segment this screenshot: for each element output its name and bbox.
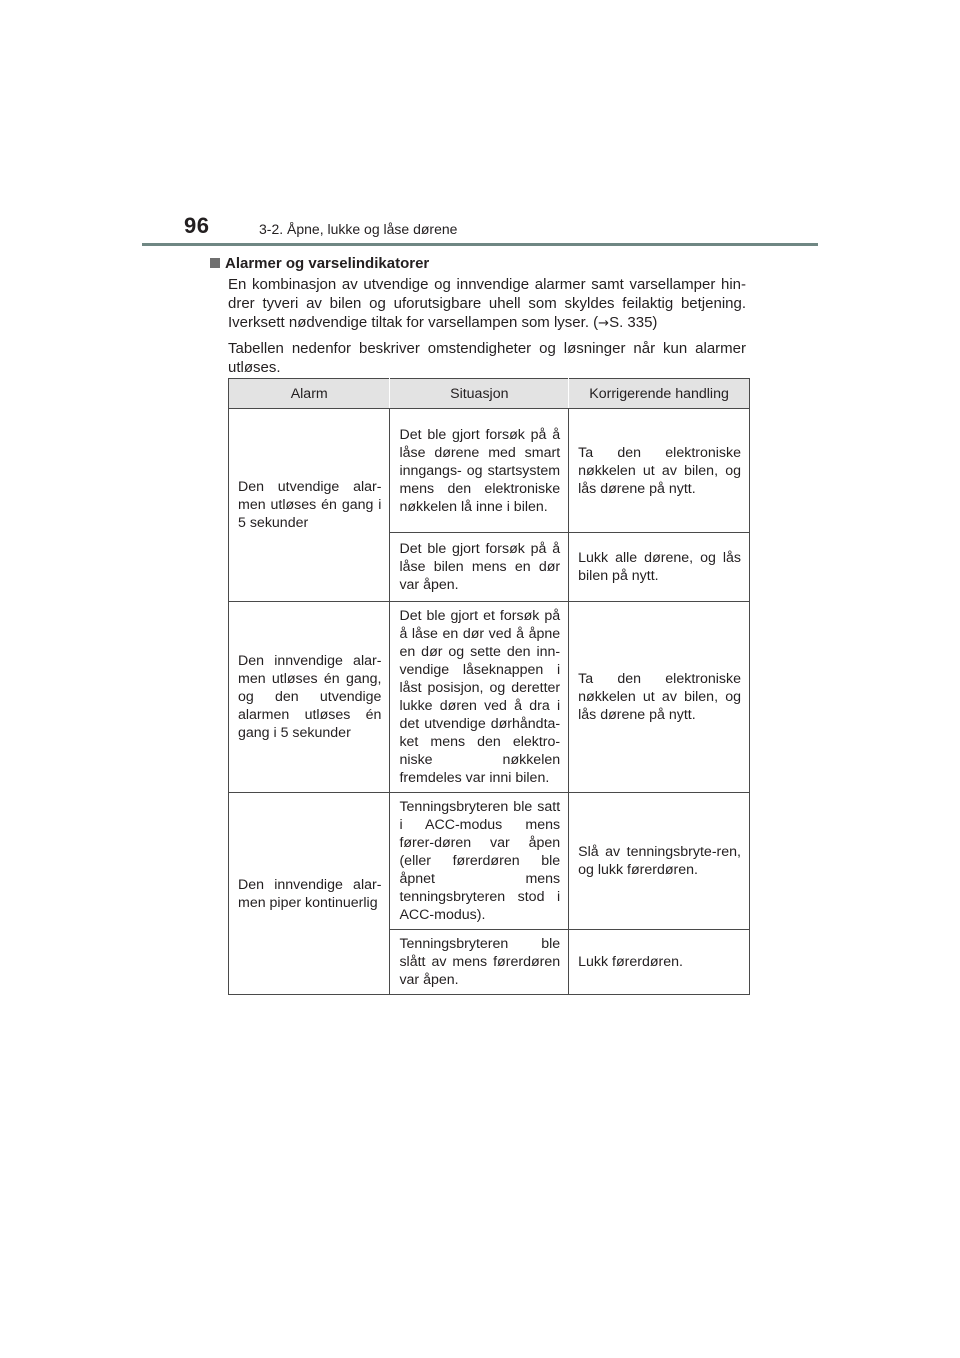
page-reference[interactable]: S. 335) [609, 314, 658, 331]
alarm-table [228, 378, 750, 995]
table-header-row [229, 379, 750, 409]
breadcrumb: 3-2. Åpne, lukke og låse dørene [259, 221, 458, 237]
section-heading [210, 254, 746, 273]
situation-cell: Det ble gjort et forsøk på å låse en dør ved å åpne en dør og sette den inn-vendige låseknappen i låst posisjon, og deretter lukke døren ved å dra i det utvendige dørhåndta-ket mens den elektro-niske nøkkelen fremdeles var inni bilen. [390, 602, 569, 793]
page-number: 96 [184, 213, 210, 238]
alarm-cell: Den innvendige alar-men utløses én gang, og den utvendige alarmen utløses én gang i 5 sekunder [229, 602, 390, 793]
table-row [229, 602, 750, 793]
situation-cell: Det ble gjort forsøk på å låse bilen mens en dør var åpen. [390, 533, 569, 602]
situation-cell: Tenningsbryteren ble satt i ACC-modus mens fører-døren var åpen (eller førerdøren ble åpnet mens tenningsbryteren stod i ACC-modus). [390, 793, 569, 930]
square-bullet-icon [210, 258, 220, 268]
table-description: Tabellen nedenfor beskriver omstendigheter og løsninger når kun alarmer utløses. [228, 340, 746, 376]
intro-paragraph [228, 275, 746, 333]
column-header-situation: Situasjon [390, 379, 569, 409]
arrow-icon: → [598, 316, 610, 331]
action-cell: Lukk førerdøren. [569, 930, 750, 995]
column-header-action: Korrigerende handling [569, 379, 750, 409]
action-cell: Ta den elektroniske nøkkelen ut av bilen, og lås dørene på nytt. [569, 409, 750, 533]
table-row [229, 793, 750, 930]
action-cell: Slå av tenningsbryte-ren, og lukk førerdøren. [569, 793, 750, 930]
alarm-section [210, 254, 746, 383]
situation-cell: Det ble gjort forsøk på å låse dørene med smart inngangs- og startsystem mens den elektroniske nøkkelen lå inne i bilen. [390, 409, 569, 533]
action-cell: Lukk alle dørene, og lås bilen på nytt. [569, 533, 750, 602]
situation-cell: Tenningsbryteren ble slått av mens førerdøren var åpen. [390, 930, 569, 995]
header-divider [142, 243, 818, 246]
column-header-alarm: Alarm [229, 379, 390, 409]
section-heading-text: Alarmer og varselindikatorer [225, 255, 430, 272]
action-cell: Ta den elektroniske nøkkelen ut av bilen, og lås dørene på nytt. [569, 602, 750, 793]
table-row [229, 409, 750, 533]
intro-text: En kombinasjon av utvendige og innvendige alarmer samt varsellamper hin-drer tyveri av bilen og uforutsigbare uhell som skyldes feilaktig betjening. Iverksett nødvendige tiltak for varsellampen som lyser. ( [228, 276, 746, 331]
alarm-cell: Den utvendige alar-men utløses én gang i 5 sekunder [229, 409, 390, 602]
alarm-cell: Den innvendige alar-men piper kontinuerlig [229, 793, 390, 995]
